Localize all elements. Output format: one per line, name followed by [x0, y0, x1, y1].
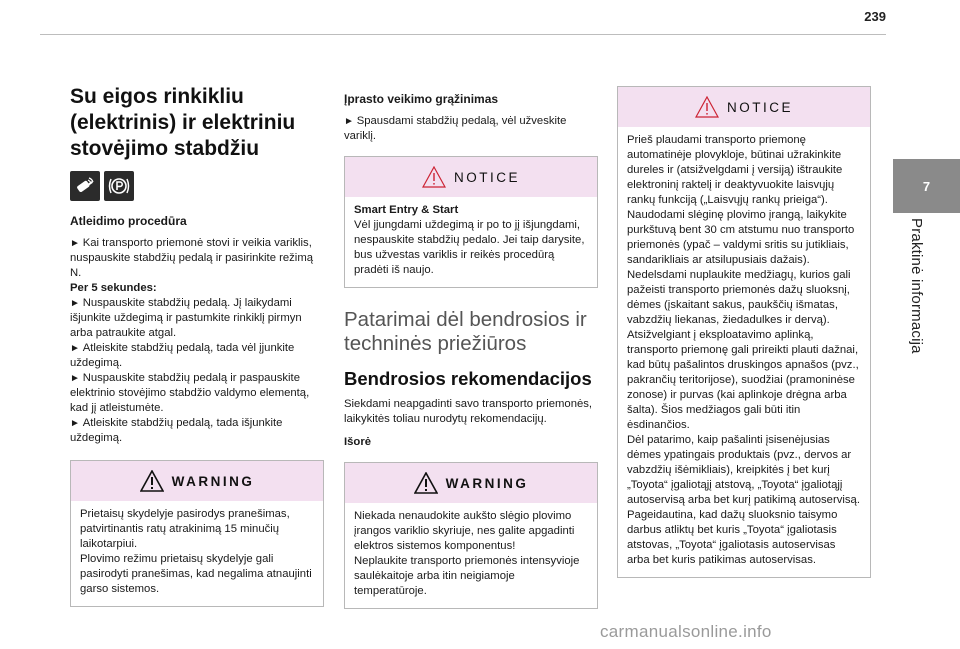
- notice-2-p2: Naudodami slėginę plovimo įrangą, laikykite purkštuvą bent 30 cm atstumu nuo transporto priemonės (ypač – valdymi sritis su jutikliais, sandarikliais ar atsilupusiais dažais).: [627, 209, 855, 266]
- warning-icon: [414, 472, 438, 494]
- notice-box: [344, 156, 598, 288]
- recommendations-intro: Siekdami neapgadinti savo transporto priemonės, laikykitės toliau nurodytų rekomendacijų.: [344, 398, 593, 425]
- step-4: ► Nuspauskite stabdžių pedalą ir paspauskite elektrinio stovėjimo stabdžio valdymo elementą, kad jį atleistumėte.: [70, 371, 324, 416]
- notice-box-2: [617, 86, 871, 578]
- warning-icon: [140, 470, 164, 492]
- warning-box: [70, 460, 324, 607]
- page-number: 239: [864, 9, 886, 24]
- column-1: [70, 84, 324, 607]
- warning-box-2: [344, 462, 598, 609]
- step-restart: ► Spausdami stabdžių pedalą, vėl užveskite variklį.: [344, 114, 598, 144]
- chapter-tab[interactable]: 7: [893, 159, 960, 213]
- warning-header: [71, 461, 323, 501]
- warning-body: [71, 501, 323, 606]
- parking-brake-icon: [104, 171, 134, 201]
- notice-2-p1: Prieš plaudami transporto priemonę automatinėje plovykloje, būtinai užrakinkite dureles ir (atsižvelgdami į versiją) ištraukite elektroninį raktelį ir deaktyvuokite laisvųjų rankų funkciją („Laisvųjų rankų prieiga“).: [627, 134, 843, 206]
- care-heading: Patarimai dėl bendrosios ir techninės priežiūros: [344, 308, 587, 355]
- notice-body-2: [618, 127, 870, 577]
- notice-title-2: NOTICE: [726, 99, 793, 115]
- notice-2-p4: Atsižvelgiant į eksploatavimo aplinką, transporto priemonę gali prireikti plauti dažnai, kad būtų pašalintos druskingos apnašos (pvz., pakrančių teritorijose), suodžiai (pramoninėse zonose) ir purvas (kai aplinkoje drėgna arba šalta). Šios medžiagos gali būti itin ėsdinančios.: [627, 329, 859, 431]
- top-rule: [40, 34, 886, 35]
- watermark: carmanualsonline.info: [600, 622, 772, 641]
- recommendations-heading: Bendrosios rekomendacijos: [344, 368, 592, 389]
- section-heading: Su eigos rinkikliu (elektrinis) ir elektriniu stovėjimo stabdžiu: [70, 85, 296, 160]
- notice-text: Vėl įjungdami uždegimą ir po to jį išjungdami, nespauskite stabdžių pedalo. Jei taip darysite, bus užvestas variklis ir reikės procedūrą pradėti iš naujo.: [354, 219, 585, 276]
- key-fob-icon: [70, 171, 100, 201]
- warning-2-text-2: Neplaukite transporto priemonės intensyvioje saulėkaitoje arba itin neigiamoje temperatūroje.: [354, 555, 580, 597]
- exterior-label: Išorė: [344, 436, 372, 448]
- notice-title: NOTICE: [453, 169, 520, 185]
- notice-label: Smart Entry & Start: [354, 204, 459, 216]
- column-2: [344, 92, 598, 609]
- notice-header: [345, 157, 597, 197]
- step-2: ► Nuspauskite stabdžių pedalą. Jį laikydami išjunkite uždegimą ir pastumkite rinkiklį pirmyn arba patraukite atgal.: [70, 296, 324, 341]
- notice-2-p3: Nedelsdami nuplaukite medžiagų, kurios gali pažeisti transporto priemonės dažų sluoksnį, dėmes (įskaitant sakus, paukščių išmatas, vabzdžių liekanas, žiedadulkes ir dervą).: [627, 269, 851, 326]
- warning-title: WARNING: [171, 473, 255, 489]
- warning-title-2: WARNING: [445, 475, 529, 491]
- subheading-release: Atleidimo procedūra: [70, 214, 187, 228]
- step-1: ► Kai transporto priemonė stovi ir veikia variklis, nuspauskite stabdžių pedalą ir pasirinkite režimą N.: [70, 236, 324, 281]
- warning-text-1: Prietaisų skydelyje pasirodys pranešimas, patvirtinantis ratų atrakinimą 15 minučių laikotarpiui.: [80, 508, 290, 550]
- subheading-normal-operation: Įprasto veikimo grąžinimas: [344, 92, 499, 106]
- warning-text-2: Plovimo režimu prietaisų skydelyje gali pasirodyti pranešimas, kad negalima atnaujinti garso sistemos.: [80, 553, 312, 595]
- icon-row: [70, 171, 324, 201]
- warning-header-2: [345, 463, 597, 503]
- step-5: ► Atleiskite stabdžių pedalą, tada išjunkite uždegimą.: [70, 416, 324, 446]
- step-3: ► Atleiskite stabdžių pedalą, tada vėl įjunkite uždegimą.: [70, 341, 324, 371]
- notice-icon: [695, 96, 719, 118]
- notice-2-p6: Pageidautina, kad dažų sluoksnio taisymo darbus atliktų bet kuris „Toyota“ įgaliotasis atstovas, „Toyota“ įgaliotasis autoservisas arba bet kuris patikimas autoservisas.: [627, 509, 838, 566]
- notice-icon: [422, 166, 446, 188]
- step-label: Per 5 sekundes:: [70, 282, 157, 294]
- chapter-title: Praktinė informacija: [908, 218, 925, 354]
- column-3: [617, 86, 871, 578]
- warning-2-text-1: Niekada nenaudokite aukšto slėgio plovimo įrangos variklio skyriuje, nes galite apgadinti elektros sistemos komponentus!: [354, 510, 575, 552]
- notice-header-2: [618, 87, 870, 127]
- notice-2-p5: Dėl patarimo, kaip pašalinti įsisenėjusias dėmes ypatingais produktais (pvz., dervos ar vabzdžių išėmikliais), kreipkitės į bet kurį „Toyota“ įgaliotąjį atstovą, „Toyota“ įgaliotąjį autoservisą arba bet kurį patikimą autoservisą.: [627, 434, 860, 506]
- warning-body-2: [345, 503, 597, 608]
- notice-body: [345, 197, 597, 287]
